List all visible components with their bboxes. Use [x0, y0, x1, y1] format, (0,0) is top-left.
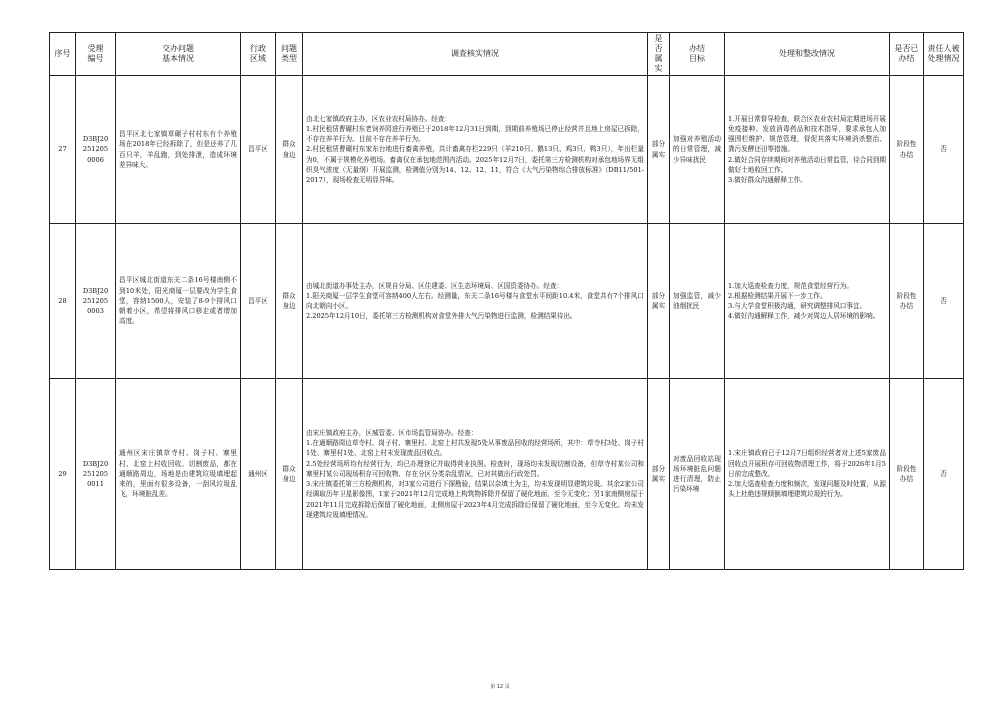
cell-verified: 部分 属实 [648, 76, 670, 224]
header-goal: 办结 目标 [670, 33, 725, 76]
cell-district: 昌平区 [241, 224, 276, 379]
investigation-line: 1.阳关商厦一层学生食堂可容纳400人左右。经测量，东关二条16号楼与食堂水平间距10.4米，食堂共有7个排风口向北朝向小区。 [306, 291, 644, 310]
cell-issue: 昌平区城北街道东关二条16号楼南侧不到10米处，阳光商厦一层要改为学生食堂，容纳1500人，安装了8-9个排风口朝着小区，希望将排风口移走或者增加高度。 [116, 224, 241, 379]
header-accept-no: 受理 编号 [76, 33, 116, 76]
cell-handling [725, 76, 890, 224]
cell-accountability: 否 [924, 379, 964, 570]
case-table [49, 32, 964, 570]
investigation-line: 由北七家镇政府主办，区农业农村局协办。经查： [306, 114, 452, 123]
header-row [50, 33, 964, 76]
handling-line: 1.开展日常督导检查，联合区农业农村局定期进场开展免疫接种、发放消毒药品和技术指导，要求承包人加强围栏维护、规范管理，督促其落实环境消杀整治、粪污发酵还田等措施。 [728, 114, 886, 154]
page-number: 第 12 页 [490, 684, 510, 690]
table-row [50, 76, 964, 224]
cell-investigation [303, 224, 648, 379]
header-handling: 处理和整改情况 [725, 33, 890, 76]
handling-line: 1.宋庄镇政府已于12月7日组织经营者对上述5家废品回收点开展积存可回收物清理工作，将于2026年1月5日前完成整改。 [728, 449, 886, 478]
cell-goal: 加强对养殖活动的日常管理，减少异味扰民 [670, 76, 725, 224]
table-row [50, 224, 964, 379]
cell-goal: 加强监管，减少油烟扰民 [670, 224, 725, 379]
handling-line: 3.与大学食堂积极沟通，研究调整排风口事宜。 [728, 302, 867, 310]
header-issue-type: 问题 类型 [276, 33, 303, 76]
handling-line: 3.做好群众沟通解释工作。 [728, 176, 807, 184]
header-issue: 交办问题 基本情况 [116, 33, 241, 76]
header-verified: 是否 属实 [648, 33, 670, 76]
cell-handling [725, 224, 890, 379]
header-accountability: 责任人被 处理情况 [924, 33, 964, 76]
handling-line: 2.根据检测结果开展下一步工作。 [728, 291, 827, 300]
cell-district: 昌平区 [241, 76, 276, 224]
cell-completed: 阶段性 办结 [890, 224, 924, 379]
header-seq: 序号 [50, 33, 76, 76]
cell-accept-no: D3BJ20 251205 0003 [76, 224, 116, 379]
handling-line: 2.做好合同存续期间对养殖活动日常监管，待合同到期做好土地收回工作。 [728, 155, 886, 174]
cell-handling [725, 379, 890, 570]
investigation-line: 3.宋庄镇委托第三方检测机构，对3家公司进行下探勘验，结果以杂填土为主，均未发现明显建筑垃圾。其余2家公司经调取历年卫星影像图，1家于2021年12月完成地上构筑物拆除并保留了硬化地面，至今无变化；另1家南侧房屋于2021年11月完成拆除后保留了硬化地面，北侧房屋于2023年4月完成拆除后保留了硬化地面，至今无变化。均未发现建筑垃圾填埋情况。 [306, 480, 644, 519]
handling-line: 4.做好沟通解释工作，减少对周边人居环境的影响。 [728, 312, 880, 321]
cell-verified: 部分 属实 [648, 224, 670, 379]
cell-issue: 通州区宋庄镇草寺村、岗子村、寨里村、北窑上村收回收、切割废品，都在通顺路周边，场地是由建筑垃圾填埋起来的，里面有很多设备，一刮风垃圾乱飞，环境脏乱差。 [116, 379, 241, 570]
cell-investigation [303, 379, 648, 570]
investigation-line: 1.村民租赁曹碾村东老饲养园进行养殖已于2018年12月31日到期，到期前养殖场已停止经营并且地上房屋已拆除，不存在养羊行为。目前不存在养羊行为。 [306, 124, 644, 144]
cell-accept-no: D3BJ20 251205 0006 [76, 76, 116, 224]
cell-issue-type: 群众 身边 [276, 379, 303, 570]
cell-seq: 27 [50, 76, 76, 224]
cell-issue: 昌平区北七家镇草碾子村村东有个养殖场在2018年已经拆除了，但是还养了几百只羊，羊乱跑，到处排泄，造成环境差异味大。 [116, 76, 241, 224]
cell-issue-type: 群众 身边 [276, 76, 303, 224]
cell-seq: 28 [50, 224, 76, 379]
cell-issue-type: 群众 身边 [276, 224, 303, 379]
table-row [50, 379, 964, 570]
cell-accountability: 否 [924, 76, 964, 224]
cell-accept-no: D3BJ20 251205 0011 [76, 379, 116, 570]
cell-completed: 阶段性 办结 [890, 379, 924, 570]
investigation-line: 2.5处经营场所均有经营行为，均已办理登记并取得营业执照。检查时，现场均未发现切割设备，但草寺村某公司和寨里村某公司现场积存可回收物、存在分区分类杂乱情况，已对其做出行政处罚。 [306, 459, 644, 478]
handling-line: 2.加大巡查检查力度和频次，发现问题及时处置，从源头上杜绝违规倾倒填埋建筑垃圾的行为。 [728, 480, 886, 499]
handling-line: 1.加大巡查检查力度，规范食堂经营行为。 [728, 281, 853, 290]
cell-goal: 对废品回收站现场环境脏乱问题进行清理，防止污染环境 [670, 379, 725, 570]
cell-verified: 部分 属实 [648, 379, 670, 570]
investigation-line: 2.2025年12月10日，委托第三方检测机构对食堂外排大气污染物进行监测，检测结果待出。 [306, 312, 577, 321]
cell-district: 通州区 [241, 379, 276, 570]
investigation-line: 1.在通顺路周边草寺村、岗子村、寨里村、北窑上村共发现5处从事废品回收的经营场所，其中：草寺村3处、岗子村1处、寨里村1处、北窑上村未发现废品回收点。 [306, 439, 644, 458]
cell-completed: 阶段性 办结 [890, 76, 924, 224]
investigation-line: 2.村民租赁曹碾村东家东台地进行畜禽养殖，共计畜禽存栏229只（羊210只、鹅13只、鸡3只、鸭3只），年出栏量为0，不属于规模化养殖场。畜禽仅在承包地范围内活动。2025年12月7日，委托第三方检测机构对承包地场界无组织臭气浓度（无量纲）开展监测，检测值分别为14、12、12、11，符合《大气污染物综合排放标准》（DB11/501-2017），现场检查无明显异味。 [306, 145, 644, 184]
cell-seq: 29 [50, 379, 76, 570]
cell-accountability: 否 [924, 224, 964, 379]
header-investigation: 调查核实情况 [303, 33, 648, 76]
investigation-line: 由城北街道办事处主办，区规自分局、区住建委、区生态环境局、区国资委协办。经查： [306, 281, 564, 290]
cell-investigation [303, 76, 648, 224]
investigation-line: 由宋庄镇政府主办，区城管委、区市场监管局协办。经查： [306, 429, 478, 438]
header-district: 行政 区域 [241, 33, 276, 76]
header-completed: 是否已 办结 [890, 33, 924, 76]
